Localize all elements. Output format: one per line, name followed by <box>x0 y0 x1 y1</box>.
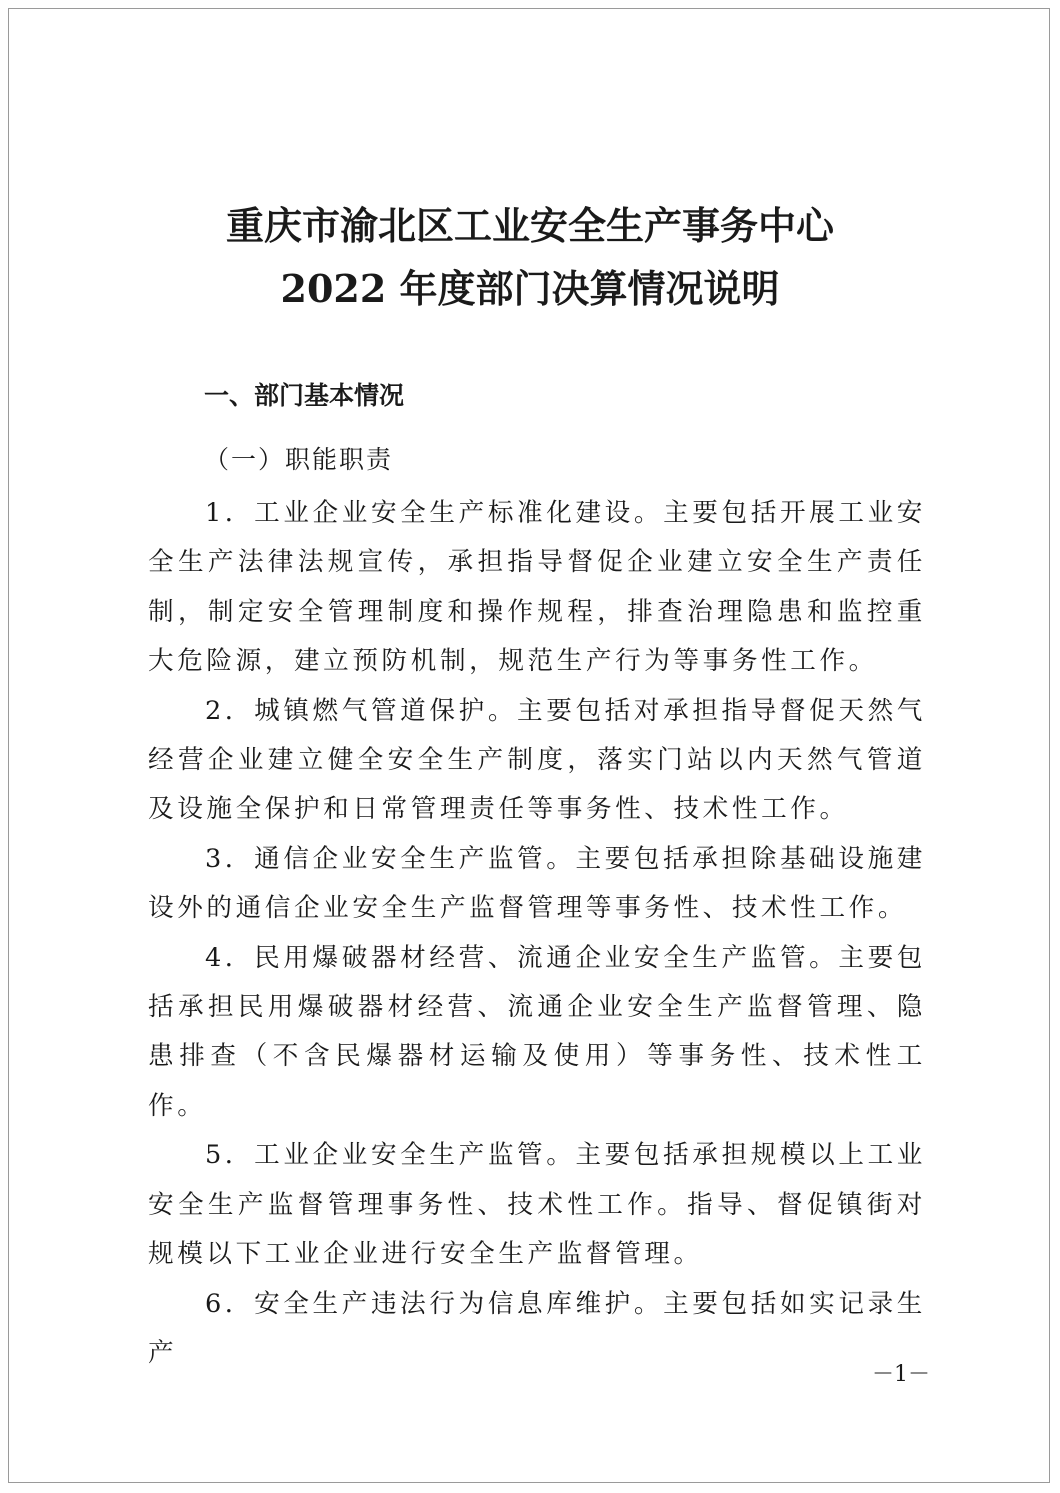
document-title-line1: 重庆市渝北区工业安全生产事务中心 <box>225 203 834 248</box>
paragraph-5: 5．工业企业安全生产监管。主要包括承担规模以上工业安全生产监督管理事务性、技术性工作。指导、督促镇街对规模以下工业企业进行安全生产监督管理。 <box>148 1140 926 1270</box>
section-heading: 一、部门基本情况 <box>204 381 405 410</box>
paragraph-1: 1．工业企业安全生产标准化建设。主要包括开展工业安全生产法律法规宣传，承担指导督促企业建立安全生产责任制，制定安全管理制度和操作规程，排查治理隐患和监控重大危险源，建立预防机制，规范生产行为等事务性工作。 <box>148 498 926 677</box>
document-body <box>148 489 926 1378</box>
document-title-line2: 2022 年度部门决算情况说明 <box>280 266 780 311</box>
subsection-heading: （一）职能职责 <box>204 445 394 474</box>
paragraph-6: 6．安全生产违法行为信息库维护。主要包括如实记录生产 <box>148 1288 926 1368</box>
paragraph-4: 4．民用爆破器材经营、流通企业安全生产监管。主要包括承担民用爆破器材经营、流通企业安全生产监督管理、隐患排查（不含民爆器材运输及使用）等事务性、技术性工作。 <box>148 942 926 1121</box>
paragraph-2: 2．城镇燃气管道保护。主要包括对承担指导督促天然气经营企业建立健全安全生产制度，落实门站以内天然气管道及设施全保护和日常管理责任等事务性、技术性工作。 <box>148 695 926 825</box>
paragraph-3: 3．通信企业安全生产监管。主要包括承担除基础设施建设外的通信企业安全生产监督管理等事务性、技术性工作。 <box>148 843 926 924</box>
page-number: －1－ <box>872 1362 930 1387</box>
